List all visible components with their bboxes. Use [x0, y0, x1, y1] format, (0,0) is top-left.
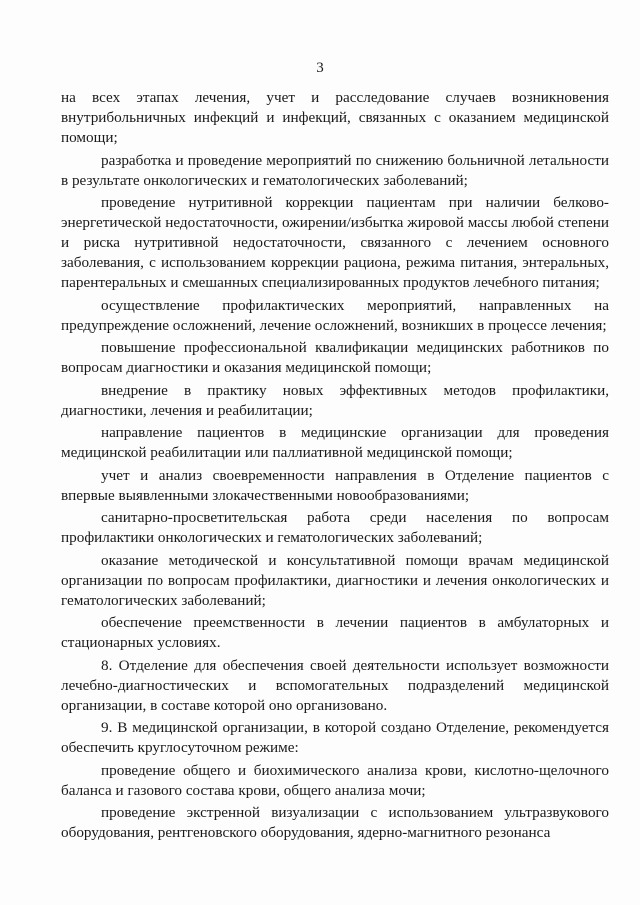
paragraph: осуществление профилактических мероприятий, направленных на предупреждение осложнений, лечение осложнений, возникших в процессе лечения;	[61, 296, 609, 334]
paragraph: проведение общего и биохимического анализа крови, кислотно-щелочного баланса и газового состава крови, общего анализа мочи;	[61, 761, 609, 799]
document-body	[61, 88, 609, 846]
paragraph: повышение профессиональной квалификации медицинских работников по вопросам диагностики и оказания медицинской помощи;	[61, 339, 609, 376]
paragraph: 8. Отделение для обеспечения своей деятельности использует возможности лечебно-диагностических и вспомогательных подразделений медицинской организации, в составе которой оно организовано.	[61, 656, 609, 714]
paragraph: разработка и проведение мероприятий по снижению больничной летальности в результате онкологических и гематологических заболеваний;	[61, 151, 609, 189]
paragraph: оказание методической и консультативной помощи врачам медицинской организации по вопросам профилактики, диагностики и лечения онкологических и гематологических заболеваний;	[61, 551, 609, 609]
paragraph: санитарно-просветительская работа среди населения по вопросам профилактики онкологических и гематологических заболеваний;	[61, 509, 609, 546]
paragraph: внедрение в практику новых эффективных методов профилактики, диагностики, лечения и реабилитации;	[61, 381, 609, 419]
paragraph: проведение нутритивной коррекции пациентам при наличии белково-энергетической недостаточности, ожирении/избытка жировой массы любой степени и риска нутритивной недостаточности, связанного с лечением основного заболевания, с использованием коррекции рациона, режима питания, энтеральных, парентеральных и смешанных специализированных продуктов лечебного питания;	[61, 194, 609, 291]
paragraph: 9. В медицинской организации, в которой создано Отделение, рекомендуется обеспечить круглосуточном режиме:	[61, 719, 609, 756]
paragraph: направление пациентов в медицинские организации для проведения медицинской реабилитации или паллиативной медицинской помощи;	[61, 424, 609, 461]
paragraph: на всех этапах лечения, учет и расследование случаев возникновения внутрибольничных инфекций и инфекций, связанных с оказанием медицинской помощи;	[61, 89, 609, 146]
page-number: 3	[316, 60, 324, 76]
paragraph: проведение экстренной визуализации с использованием ультразвукового оборудования, рентгеновского оборудования, ядерно-магнитного резонанса	[61, 804, 609, 841]
paragraph: обеспечение преемственности в лечении пациентов в амбулаторных и стационарных условиях.	[61, 614, 609, 651]
paragraph: учет и анализ своевременности направления в Отделение пациентов с впервые выявленными злокачественными новообразованиями;	[61, 466, 609, 504]
